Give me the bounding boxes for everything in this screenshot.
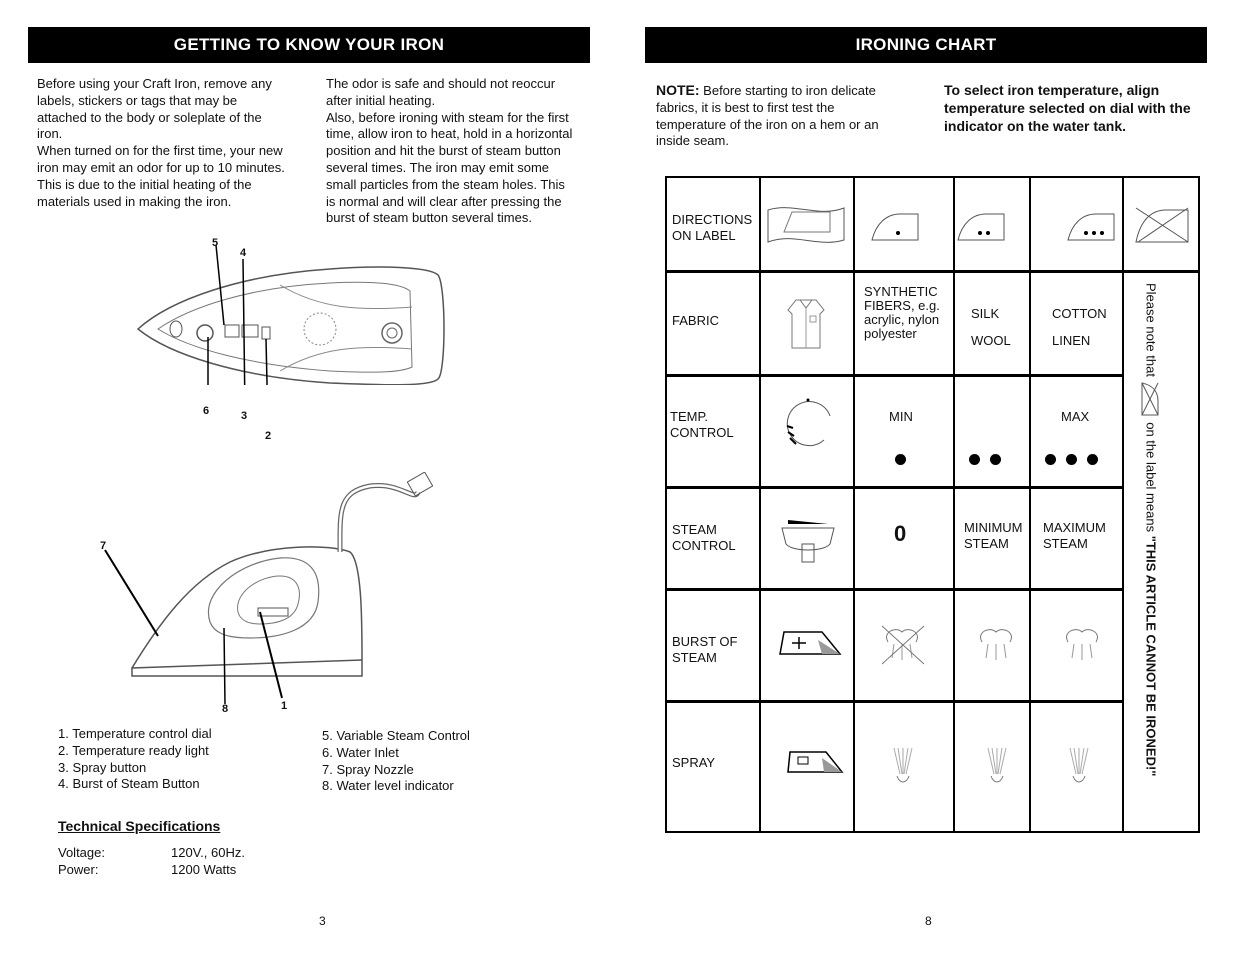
note-label: NOTE:: [656, 82, 700, 98]
intro-paragraph: When turned on for the first time, your new iron may emit an odor for up to 10 minutes. This is due to the initial heating of the materials used in making the iron.: [37, 143, 285, 209]
callout-7: 7: [100, 540, 107, 552]
iron-two-dots-icon: [956, 210, 1008, 242]
intro-column-2: [326, 76, 576, 227]
parts-list-item: 2. Temperature ready light: [58, 742, 209, 758]
page-number-left: 3: [319, 914, 326, 928]
intro-column-1: [37, 76, 287, 210]
temp-min-label: MIN: [889, 409, 913, 424]
callout-6: 6: [203, 405, 210, 417]
steam-control-icon: [778, 514, 838, 564]
do-not-iron-side-note: Please note that on the label means "THIS ARTICLE CANNOT BE IRONED!": [1140, 283, 1160, 776]
iron-one-dot-icon: [870, 210, 922, 242]
tech-specs-heading: Technical Specifications: [58, 818, 221, 834]
spray-icon: [888, 746, 918, 786]
row-label-temp-control: TEMP. CONTROL: [670, 409, 734, 440]
intro-paragraph: Before using your Craft Iron, remove any labels, stickers or tags that may be attached to the body or soleplate of the iron.: [37, 76, 272, 142]
steam-minimum: MINIMUM STEAM: [964, 520, 1023, 551]
row-label-burst-of-steam: BURST OF STEAM: [672, 634, 738, 665]
tech-specs-table: [58, 845, 245, 879]
shirt-icon: [786, 296, 826, 352]
temperature-dial-icon: [782, 394, 834, 450]
right-page-title: IRONING CHART: [645, 27, 1207, 63]
parts-list-item: 4. Burst of Steam Button: [58, 776, 200, 792]
parts-list-item: 3. Spray button: [58, 759, 147, 775]
spray-icon: [982, 746, 1012, 786]
burst-button-icon: [778, 628, 844, 658]
steam-zero: 0: [894, 521, 907, 546]
steam-maximum: MAXIMUM STEAM: [1043, 520, 1106, 551]
temp-two-dots: [964, 452, 1006, 470]
row-label-steam-control: STEAM CONTROL: [672, 522, 736, 553]
iron-top-view-illustration: [130, 245, 460, 385]
iron-side-view-illustration: [100, 472, 450, 712]
fabric-linen: LINEN: [1052, 333, 1091, 348]
fabric-wool: WOOL: [971, 333, 1011, 348]
spec-label: Power:: [58, 861, 99, 877]
row-label-directions: DIRECTIONS ON LABEL: [672, 212, 753, 243]
spec-label: Voltage:: [58, 845, 105, 860]
parts-list-item: 1. Temperature control dial: [58, 726, 212, 741]
temperature-instruction: To select iron temperature, align temperature selected on dial with the indicator on the water tank.: [944, 82, 1191, 134]
temp-three-dots: [1040, 452, 1103, 470]
do-not-iron-icon: [1134, 206, 1190, 244]
parts-list-item: 6. Water Inlet: [322, 744, 399, 760]
spec-value: 120V., 60Hz.: [171, 845, 245, 860]
callout-2: 2: [265, 430, 272, 442]
note-block: [656, 82, 906, 150]
iron-three-dots-icon: [1066, 210, 1118, 242]
callout-3: 3: [241, 410, 248, 422]
callout-8: 8: [222, 703, 229, 715]
intro-paragraph: The odor is safe and should not reoccur after initial heating.: [326, 76, 556, 108]
parts-list-right: [322, 728, 470, 795]
row-label-fabric: FABRIC: [672, 313, 719, 328]
parts-list-item: 8. Water level indicator: [322, 778, 454, 794]
note-text: Before starting to iron delicate fabrics, it is best to first test the temperature of the iron on a hem or an inside seam.: [656, 83, 879, 149]
callout-5: 5: [212, 237, 219, 249]
fabric-cotton: COTTON: [1052, 306, 1107, 321]
intro-paragraph: Also, before ironing with steam for the first time, allow iron to heat, hold in a horizontal position and hit the burst of steam button several times. The iron may emit some small particles from the steam holes. This is normal and will clear after pressing the burst of steam button several times.: [326, 109, 573, 226]
ironing-chart-table: [665, 176, 1200, 833]
temp-max-label: MAX: [1061, 409, 1090, 424]
spec-value: 1200 Watts: [171, 861, 237, 877]
fabric-silk: SILK: [971, 306, 1000, 321]
page-number-right: 8: [925, 914, 932, 928]
care-label-icon: [764, 198, 848, 248]
left-page-title: GETTING TO KNOW YOUR IRON: [28, 27, 590, 63]
burst-steam-icon: [974, 624, 1020, 666]
fabric-synthetic: SYNTHETIC FIBERS, e.g. acrylic, nylon polyester: [864, 284, 940, 341]
temp-one-dot: [890, 452, 911, 470]
parts-list-left: [58, 726, 212, 793]
burst-steam-icon: [1060, 624, 1106, 666]
do-not-iron-small-icon: [1140, 381, 1160, 419]
parts-list-item: 7. Spray Nozzle: [322, 761, 414, 777]
spray-button-icon: [786, 748, 844, 776]
no-burst-steam-icon: [880, 624, 926, 666]
callout-1: 1: [281, 700, 288, 712]
callout-4: 4: [240, 247, 247, 259]
spray-icon: [1064, 746, 1094, 786]
parts-list-item: 5. Variable Steam Control: [322, 728, 470, 743]
row-label-spray: SPRAY: [672, 755, 716, 770]
